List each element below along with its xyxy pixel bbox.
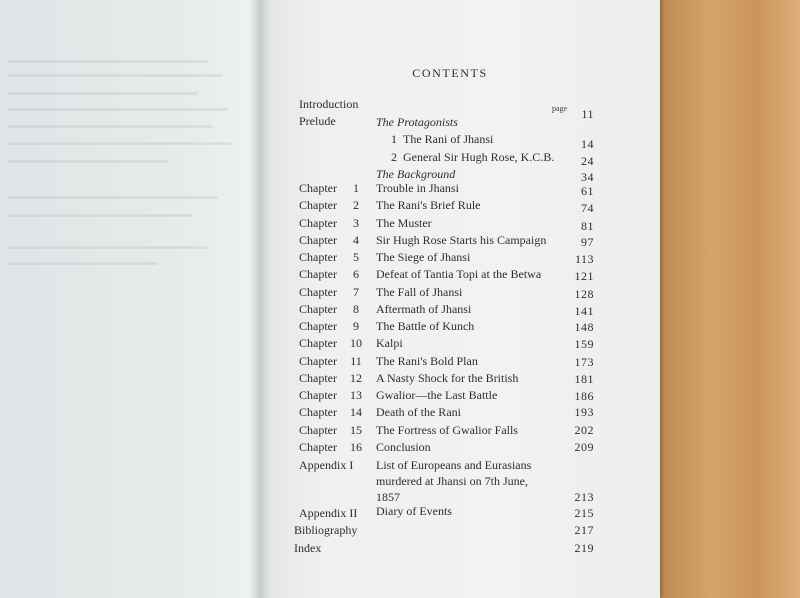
- toc-chapter-number: 14: [350, 405, 362, 419]
- toc-chapter-title: The Rani's Brief Rule: [376, 198, 481, 212]
- toc-chapter-page: 186: [574, 389, 594, 403]
- toc-background-heading: The Background: [376, 167, 456, 181]
- toc-chapter-title: The Battle of Kunch: [376, 319, 475, 333]
- toc-appendix1-line: List of Europeans and Eurasians: [376, 458, 532, 472]
- toc-chapter-word: Chapter: [299, 336, 337, 350]
- toc-chapter-title: The Siege of Jhansi: [376, 250, 471, 264]
- toc-background-page: 34: [581, 170, 594, 184]
- toc-chapter-number: 12: [350, 371, 362, 385]
- toc-chapter-page: 159: [574, 337, 594, 351]
- toc-prelude-item-number: 2: [391, 150, 397, 164]
- toc-chapter-number: 1: [353, 181, 359, 195]
- bleed-through-line: [8, 74, 223, 77]
- toc-chapter-page: 121: [574, 269, 594, 283]
- toc-chapter-page: 148: [574, 320, 594, 334]
- toc-appendix2-title: Diary of Events: [376, 504, 452, 518]
- toc-introduction-page: 11: [581, 107, 594, 121]
- toc-chapter-page: 61: [581, 184, 594, 198]
- toc-chapter-title: A Nasty Shock for the British: [376, 371, 519, 385]
- toc-chapter-page: 81: [581, 219, 594, 233]
- toc-chapter-title: The Muster: [376, 216, 432, 230]
- toc-chapter-page: 74: [581, 201, 594, 215]
- toc-bibliography-page: 217: [574, 523, 594, 537]
- toc-chapter-title: Defeat of Tantia Topi at the Betwa: [376, 267, 542, 281]
- toc-chapter-word: Chapter: [299, 267, 337, 281]
- toc-appendix1-page: 213: [574, 490, 594, 504]
- toc-appendix2-label: Appendix II: [299, 506, 358, 520]
- toc-chapter-page: 128: [574, 287, 594, 301]
- toc-prelude-item-page: 24: [581, 154, 594, 168]
- toc-bibliography-label: Bibliography: [294, 523, 358, 537]
- toc-index-label: Index: [294, 541, 322, 555]
- toc-chapter-number: 16: [350, 440, 362, 454]
- bleed-through-line: [8, 142, 233, 145]
- bleed-through-line: [8, 262, 158, 265]
- toc-chapter-number: 9: [353, 319, 359, 333]
- toc-chapter-title: Trouble in Jhansi: [376, 181, 459, 195]
- toc-prelude-item-title: General Sir Hugh Rose, K.C.B.: [403, 150, 555, 164]
- toc-chapter-title: The Fall of Jhansi: [376, 285, 463, 299]
- bleed-through-line: [8, 92, 198, 95]
- toc-chapter-word: Chapter: [299, 371, 337, 385]
- toc-appendix1-line: 1857: [376, 490, 400, 504]
- bleed-through-line: [8, 108, 228, 111]
- toc-chapter-word: Chapter: [299, 216, 337, 230]
- toc-chapter-page: 193: [574, 405, 594, 419]
- toc-chapter-number: 13: [350, 388, 362, 402]
- toc-chapter-word: Chapter: [299, 388, 337, 402]
- toc-chapter-word: Chapter: [299, 285, 337, 299]
- toc-chapter-word: Chapter: [299, 198, 337, 212]
- toc-appendix2-page: 215: [574, 506, 594, 520]
- toc-chapter-word: Chapter: [299, 405, 337, 419]
- toc-chapter-page: 202: [574, 423, 594, 437]
- toc-chapter-page: 181: [574, 372, 594, 386]
- toc-introduction-label: Introduction: [299, 97, 359, 111]
- toc-chapter-word: Chapter: [299, 440, 337, 454]
- toc-chapter-title: Sir Hugh Rose Starts his Campaign: [376, 233, 547, 247]
- book-gutter-shadow: [250, 0, 272, 598]
- toc-chapter-page: 97: [581, 235, 594, 249]
- bleed-through-line: [8, 160, 168, 163]
- toc-chapter-title: Kalpi: [376, 336, 403, 350]
- toc-chapter-word: Chapter: [299, 354, 337, 368]
- toc-chapter-number: 8: [353, 302, 359, 316]
- toc-chapter-number: 5: [353, 250, 359, 264]
- toc-prelude-item-number: 1: [391, 132, 397, 146]
- toc-chapter-number: 2: [353, 198, 359, 212]
- toc-prelude-label: Prelude: [299, 114, 336, 128]
- toc-chapter-word: Chapter: [299, 181, 337, 195]
- toc-chapter-title: Conclusion: [376, 440, 431, 454]
- bleed-through-line: [8, 246, 208, 249]
- toc-prelude-item-title: The Rani of Jhansi: [403, 132, 494, 146]
- toc-chapter-word: Chapter: [299, 250, 337, 264]
- toc-chapter-title: Death of the Rani: [376, 405, 461, 419]
- toc-appendix1-label: Appendix I: [299, 458, 354, 472]
- toc-chapter-number: 4: [353, 233, 359, 247]
- toc-chapter-number: 3: [353, 216, 359, 230]
- toc-chapter-number: 7: [353, 285, 359, 299]
- toc-appendix1-line: murdered at Jhansi on 7th June,: [376, 474, 528, 488]
- toc-chapter-word: Chapter: [299, 233, 337, 247]
- bleed-through-line: [8, 214, 193, 217]
- bleed-through-line: [8, 125, 213, 128]
- bleed-through-line: [8, 60, 208, 63]
- toc-chapter-word: Chapter: [299, 319, 337, 333]
- contents-heading: CONTENTS: [412, 66, 488, 80]
- wooden-table-surface: [650, 0, 800, 598]
- toc-index-page: 219: [574, 541, 594, 555]
- toc-chapter-title: Gwalior—the Last Battle: [376, 388, 498, 402]
- toc-chapter-title: Aftermath of Jhansi: [376, 302, 472, 316]
- bleed-through-line: [8, 196, 218, 199]
- left-facing-page: [0, 0, 262, 598]
- toc-chapter-number: 6: [353, 267, 359, 281]
- toc-chapter-title: The Fortress of Gwalior Falls: [376, 423, 518, 437]
- toc-chapter-page: 113: [574, 252, 594, 266]
- toc-chapter-number: 10: [350, 336, 362, 350]
- toc-chapter-page: 173: [574, 355, 594, 369]
- toc-chapter-number: 15: [350, 423, 362, 437]
- toc-chapter-page: 141: [574, 304, 594, 318]
- toc-chapter-title: The Rani's Bold Plan: [376, 354, 478, 368]
- toc-prelude-item-page: 14: [581, 137, 594, 151]
- toc-chapter-word: Chapter: [299, 423, 337, 437]
- page-column-label: page: [552, 104, 568, 113]
- toc-chapter-page: 209: [574, 440, 594, 454]
- toc-chapter-word: Chapter: [299, 302, 337, 316]
- toc-chapter-number: 11: [350, 354, 362, 368]
- toc-protagonists-heading: The Protagonists: [376, 115, 458, 129]
